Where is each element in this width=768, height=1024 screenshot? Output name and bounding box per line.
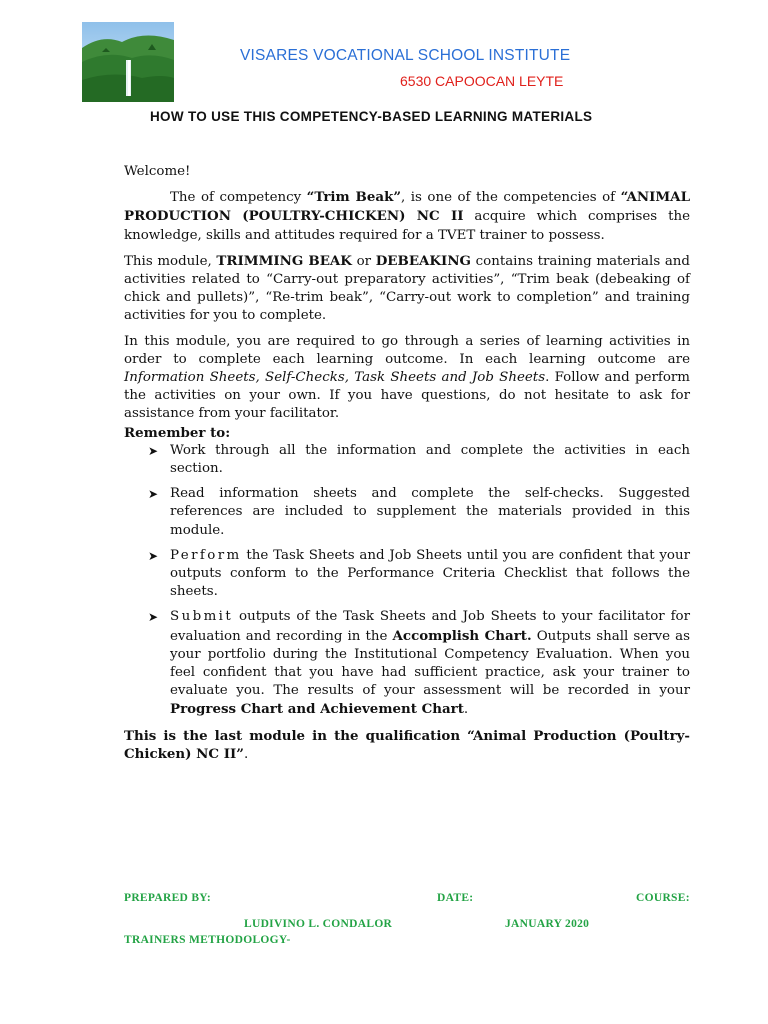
intro-text-a: The of competency — [170, 190, 307, 206]
intro-paragraph — [124, 188, 690, 245]
learning-text-c: . Follow and perform the activities on your own. If you have questions, do not hesitate to ask for assistance from your facilitator. — [124, 370, 691, 422]
list-item — [124, 485, 690, 540]
arrow-bullet-icon: ➤ — [148, 443, 159, 458]
school-location: 6530 CAPOOCAN LEYTE — [400, 73, 564, 89]
remember-list — [124, 442, 690, 720]
closing-text-c: . — [243, 746, 249, 762]
course-value: TRAINERS METHODOLOGY- — [124, 934, 291, 946]
list-item — [124, 547, 690, 602]
accomplish-chart-term: Accomplish Chart. — [392, 627, 532, 644]
module-text-e: contains training materials and activities related to “Carry-out preparatory activities”, “Trim beak (debeaking of chick and pullets)”, “Re-trim beak”, “Carry-out work to completion” and training activities for you to complete. — [124, 253, 691, 324]
list-item — [124, 442, 690, 478]
module-text-c: or — [351, 253, 376, 269]
intro-text-e: acquire which comprises the knowledge, skills and attitudes required for a TVET trainer to possess. — [124, 209, 691, 243]
document-title: HOW TO USE THIS COMPETENCY-BASED LEARNING MATERIALS — [150, 109, 593, 124]
learning-sheets-list: Information Sheets, Self-Checks, Task Sheets and Job Sheets — [124, 370, 546, 386]
learning-text-a: In this module, you are required to go through a series of learning activities in order to complete each learning outcome. In each learning outcome are — [124, 333, 690, 367]
date-value: JANUARY 2020 — [505, 918, 590, 930]
module-paragraph — [124, 252, 690, 326]
bullet-text: the Task Sheets and Job Sheets until you are confident that your outputs conform to the Performance Criteria Checklist that follows the sheets. — [170, 547, 690, 600]
closing-qualification: “Animal Production (Poultry-Chicken) NC II” — [124, 727, 690, 762]
intro-text-c: , is one of the competencies of — [401, 190, 621, 206]
closing-statement — [124, 727, 690, 764]
arrow-bullet-icon: ➤ — [148, 487, 159, 502]
competency-name: “Trim Beak” — [306, 189, 402, 206]
school-logo-image — [82, 22, 174, 102]
qualification-name: “ANIMAL PRODUCTION (POULTRY-CHICKEN) NC II — [124, 189, 690, 225]
bullet-lead-word: Submit — [170, 609, 234, 625]
bullet-text: Read information sheets and complete the self-checks. Suggested references are included to supplement the materials provided in this module. — [170, 486, 690, 538]
bullet-text: Work through all the information and complete the activities in each section. — [170, 442, 690, 477]
remember-heading: Remember to: — [124, 424, 231, 441]
module-text-a: This module, — [124, 253, 217, 269]
prepared-by-label: PREPARED BY: — [124, 892, 211, 904]
arrow-bullet-icon: ➤ — [148, 548, 159, 563]
bullet-text: outputs of the Task Sheets and Job Sheets to your facilitator for evaluation and recording in the — [170, 609, 690, 644]
preparer-name: LUDIVINO L. CONDALOR — [244, 918, 393, 930]
progress-chart-term: Progress Chart and Achievement Chart — [170, 701, 464, 718]
school-name: VISARES VOCATIONAL SCHOOL INSTITUTE — [240, 47, 571, 64]
bullet-lead-word: Perform — [170, 547, 242, 563]
module-name-trimming: TRIMMING BEAK — [216, 252, 352, 269]
list-item — [124, 608, 690, 719]
waterfall-landscape-icon — [82, 22, 174, 102]
module-name-debeaking: DEBEAKING — [375, 252, 471, 269]
course-label: COURSE: — [636, 892, 690, 904]
bullet-text: . — [463, 702, 469, 718]
closing-text-a: This is the last module in the qualification — [124, 727, 468, 744]
date-label: DATE: — [437, 892, 474, 904]
arrow-bullet-icon: ➤ — [148, 610, 159, 625]
document-body — [124, 163, 690, 764]
learning-paragraph — [124, 333, 690, 424]
bullet-text: Outputs shall serve as your portfolio during the Institutional Competency Evaluation. When you feel confident that you have had sufficient practice, ask your trainer to evaluate you. The results of your assessment will be recorded in your — [170, 628, 690, 699]
welcome-text: Welcome! — [124, 164, 191, 179]
